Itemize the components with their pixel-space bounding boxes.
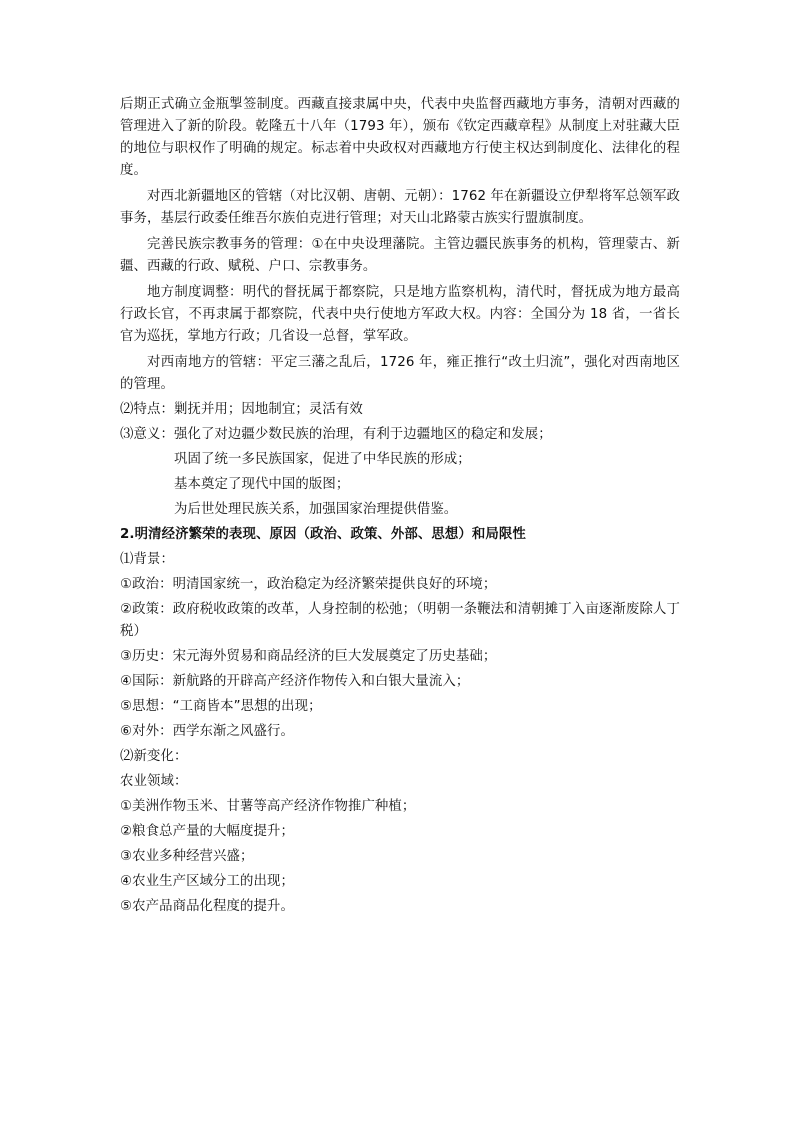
agriculture-item: ⑤农产品商品化程度的提升。: [120, 899, 294, 914]
background-item: ⑤思想：“工商皆本”思想的出现；: [120, 699, 322, 714]
background-label: ⑴背景：: [120, 552, 174, 567]
local-system-paragraph: 地方制度调整：明代的督抚属于都察院，只是地方监察机构，清代时，督抚成为地方最高行政长官，不再隶属于都察院，代表中央行使地方军政大权。内容：全国分为 18 省，一省长官为巡抚，掌地方行政；几省设一总督，掌军政。: [120, 285, 680, 344]
tibet-paragraph: 后期正式确立金瓶掣签制度。西藏直接隶属中央，代表中央监督西藏地方事务，清朝对西藏的管理进入了新的阶段。乾隆五十八年（1793 年），颁布《钦定西藏章程》从制度上对驻藏大臣的地位与职权作了明确的规定。标志着中央政权对西藏地方行使主权达到制度化、法律化的程度。: [120, 97, 680, 178]
document-body: [120, 94, 680, 918]
agriculture-item: ③农业多种经营兴盛；: [120, 849, 254, 864]
agriculture-item: ①美洲作物玉米、甘薯等高产经济作物推广种植；: [120, 799, 416, 814]
section-heading: 2.明清经济繁荣的表现、原因（政治、政策、外部、思想）和局限性: [120, 527, 526, 542]
ethnic-religion-paragraph: 完善民族宗教事务的管理：①在中央设理藩院。主管边疆民族事务的机构，管理蒙古、新疆、西藏的行政、赋税、户口、宗教事务。: [120, 237, 680, 274]
xinjiang-paragraph: 对西北新疆地区的管辖（对比汉朝、唐朝、元朝）：1762 年在新疆设立伊犁将军总领军政事务，基层行政委任维吾尔族伯克进行管理；对天山北路蒙古族实行盟旗制度。: [120, 189, 680, 226]
significance-item: 为后世处理民族关系，加强国家治理提供借鉴。: [174, 502, 458, 517]
features-line: ⑵特点：剿抚并用；因地制宜；灵活有效: [120, 402, 363, 417]
significance-item: 基本奠定了现代中国的版图；: [174, 477, 350, 492]
new-changes-label: ⑵新变化：: [120, 749, 188, 764]
significance-line: ⑶意义：强化了对边疆少数民族的治理，有利于边疆地区的稳定和发展；: [120, 427, 552, 442]
southwest-paragraph: 对西南地方的管辖：平定三藩之乱后，1726 年，雍正推行“改土归流”，强化对西南地区的管理。: [120, 355, 680, 392]
background-item: ④国际：新航路的开辟高产经济作物传入和白银大量流入；: [120, 674, 470, 689]
significance-item: 巩固了统一多民族国家，促进了中华民族的形成；: [174, 452, 471, 467]
background-item: ②政策：政府税收政策的改革，人身控制的松弛；（明朝一条鞭法和清朝摊丁入亩逐渐废除人丁税）: [120, 602, 680, 639]
agriculture-item: ②粮食总产量的大幅度提升；: [120, 824, 294, 839]
background-item: ③历史：宋元海外贸易和商品经济的巨大发展奠定了历史基础；: [120, 649, 497, 664]
background-item: ⑥对外：西学东渐之风盛行。: [120, 724, 294, 739]
agriculture-item: ④农业生产区域分工的出现；: [120, 874, 294, 889]
agriculture-label: 农业领域：: [120, 774, 188, 789]
background-item: ①政治：明清国家统一，政治稳定为经济繁荣提供良好的环境；: [120, 577, 497, 592]
